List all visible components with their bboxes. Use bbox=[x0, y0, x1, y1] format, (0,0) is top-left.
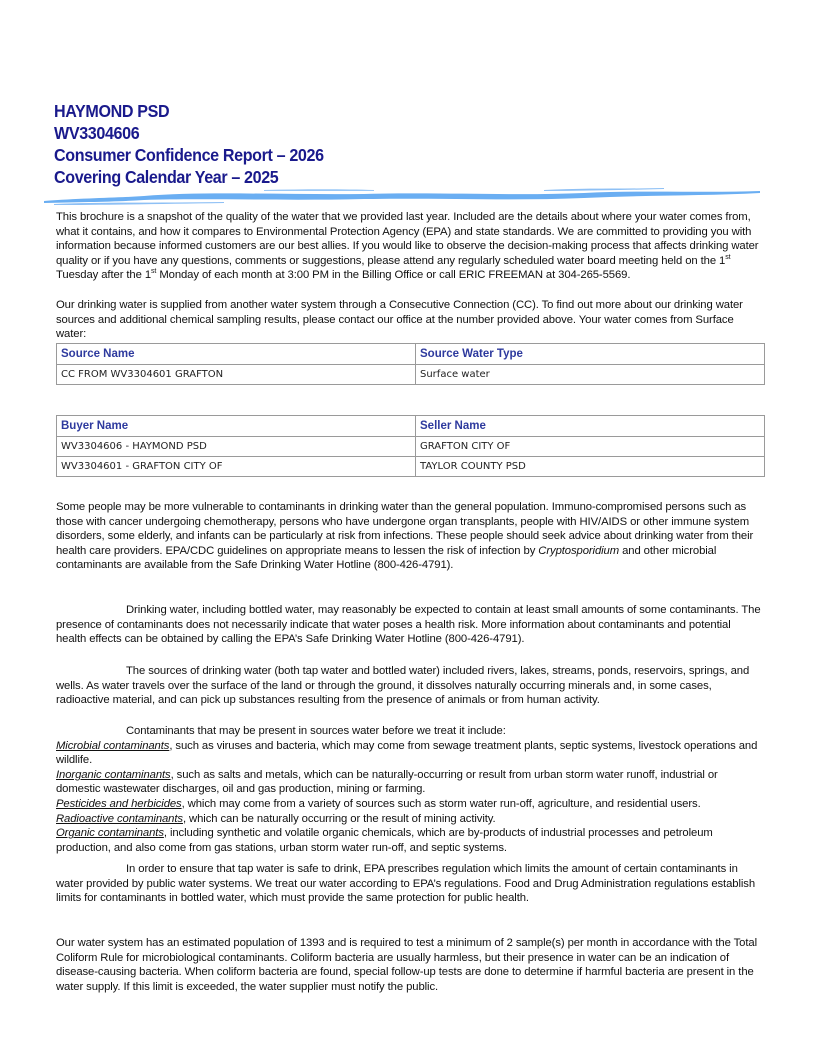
contaminant-item: Pesticides and herbicides, which may come from a variety of sources such as storm water run-off, agriculture, and residential users. bbox=[56, 797, 701, 810]
table-row bbox=[57, 437, 765, 457]
table-row bbox=[57, 365, 765, 385]
buyer-seller-table bbox=[56, 415, 765, 477]
cryptosporidium-term: Cryptosporidium bbox=[538, 544, 620, 557]
table-cell: WV3304601 - GRAFTON CITY OF bbox=[57, 457, 416, 477]
table-cell: GRAFTON CITY OF bbox=[416, 437, 765, 457]
contaminant-term: Radioactive contaminants bbox=[56, 812, 183, 825]
contaminant-term: Microbial contaminants bbox=[56, 739, 170, 752]
contaminant-term: Pesticides and herbicides bbox=[56, 797, 182, 810]
brush-stroke-right bbox=[544, 188, 664, 191]
contaminant-item: Inorganic contaminants, such as salts and metals, which can be naturally-occurring or result from urban storm water runoff, industrial or domestic wastewater discharges, oil and gas production, mining or farming. bbox=[56, 768, 718, 796]
report-title: Consumer Confidence Report – 2026 bbox=[54, 145, 324, 165]
table-row bbox=[57, 457, 765, 477]
table-cell: Surface water bbox=[416, 365, 765, 385]
water-sources-paragraph: The sources of drinking water (both tap water and bottled water) included rivers, lakes, streams, ponds, reservoirs, springs, and wells. As water travels over the surface of the land or through the ground, it dissolves naturally occurring minerals and, in some cases, radioactive material, and can pick up substances resulting from the presence of animals or from human activity. bbox=[56, 665, 750, 707]
coliform-paragraph: Our water system has an estimated population of 1393 and is required to test a minimum of 2 sample(s) per month in accordance with the Total Coliform Rule for microbiological contaminants. Coliform bacteria are usually harmless, but their presence in water can be an indication of disease-causing bacteria. When coliform bacteria are found, special follow-up tests are done to determine if harmful bacteria are present in the water supply. If this limit is exceeded, the water supplier must notify the public. bbox=[56, 937, 757, 993]
column-header: Seller Name bbox=[416, 416, 765, 437]
brush-stroke-mid bbox=[264, 189, 374, 191]
brush-stroke-thin bbox=[54, 202, 224, 205]
system-name: HAYMOND PSD bbox=[54, 101, 170, 121]
column-header: Source Water Type bbox=[416, 344, 765, 365]
supply-paragraph: Our drinking water is supplied from another water system through a Consecutive Connection (CC). To find out more about our drinking water sources and additional chemical sampling results, please contact our office at the number provided above. Your water comes from Surface water: bbox=[56, 299, 743, 341]
table-cell: TAYLOR COUNTY PSD bbox=[416, 457, 765, 477]
report-title-block bbox=[54, 100, 347, 188]
contaminant-item: Radioactive contaminants, which can be naturally occurring or the result of mining activity. bbox=[56, 812, 496, 825]
table-header-row bbox=[57, 344, 765, 365]
contaminants-intro: Contaminants that may be present in sources water before we treat it include: bbox=[126, 725, 506, 737]
contaminant-item: Microbial contaminants, such as viruses and bacteria, which may come from sewage treatment plants, septic systems, livestock operations and wildlife. bbox=[56, 739, 758, 767]
report-period: Covering Calendar Year – 2025 bbox=[54, 167, 279, 187]
system-id: WV3304606 bbox=[54, 123, 140, 143]
contaminant-term: Organic contaminants bbox=[56, 827, 164, 840]
table-header-row bbox=[57, 416, 765, 437]
brush-stroke-main bbox=[44, 191, 760, 203]
source-table bbox=[56, 343, 765, 385]
bottled-water-paragraph: Drinking water, including bottled water, may reasonably be expected to contain at least small amounts of some contaminants. The presence of contaminants does not necessarily indicate that water poses a health risk. More information about contaminants and potential health effects can be obtained by calling the EPA’s Safe Drinking Water Hotline (800-426-4791). bbox=[56, 604, 761, 646]
column-header: Source Name bbox=[57, 344, 416, 365]
column-header: Buyer Name bbox=[57, 416, 416, 437]
regulation-paragraph: In order to ensure that tap water is safe to drink, EPA prescribes regulation which limits the amount of certain contaminants in water provided by public water systems. We treat our water according to EPA’s regulations. Food and Drug Administration regulations establish limits for contaminants in bottled water, which must provide the same protection for public health. bbox=[56, 863, 756, 905]
contaminant-item: Organic contaminants, including synthetic and volatile organic chemicals, which are by-products of industrial processes and petroleum production, and also come from gas stations, urban storm water run-off, and septic systems. bbox=[56, 827, 713, 854]
table-cell: CC FROM WV3304601 GRAFTON bbox=[57, 365, 416, 385]
intro-paragraph: This brochure is a snapshot of the quality of the water that we provided last year. Included are the details about where your water comes from, what it contains, and how it compares to Environmental Protection Agency (EPA) and state standards. We are committed to providing you with information because informed customers are our best allies. If you would like to observe the decision-making process that affects drinking water quality or if you have any questions, comments or suggestions, please attend any regularly scheduled water board meeting held on the 1st Tuesday after the 1st Monday of each month at 3:00 PM in the Billing Office or call ERIC FREEMAN at 304-265-5569. bbox=[56, 211, 759, 282]
water-brush-divider bbox=[44, 186, 760, 206]
contaminant-term: Inorganic contaminants bbox=[56, 768, 171, 781]
contaminants-section bbox=[56, 724, 762, 855]
table-cell: WV3304606 - HAYMOND PSD bbox=[57, 437, 416, 457]
vulnerable-populations-paragraph: Some people may be more vulnerable to contaminants in drinking water than the general population. Immuno-compromised persons such as those with cancer undergoing chemotherapy, persons who have undergone organ transplants, people with HIV/AIDS or other immune system disorders, some elderly, and infants can be particularly at risk from infections. These people should seek advice about drinking water from their health care providers. EPA/CDC guidelines on appropriate means to lessen the risk of infection by Cryptosporidium and other microbial contaminants are available from the Safe Drinking Water Hotline (800-426-4791). bbox=[56, 501, 754, 572]
